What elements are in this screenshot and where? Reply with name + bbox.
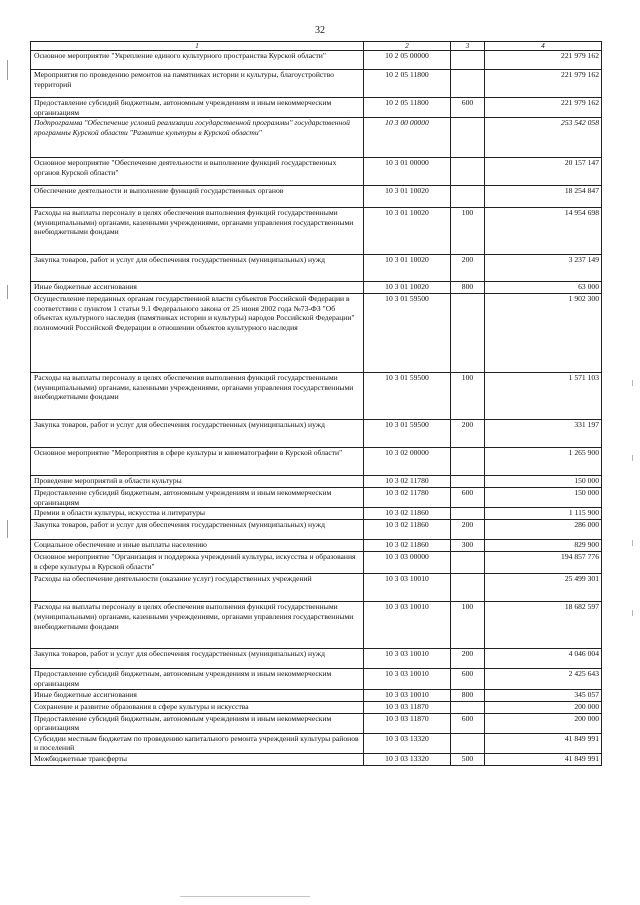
column-header: 4 [485, 42, 602, 51]
row-amount-cell: 150 000 [485, 488, 602, 508]
row-name-cell: Предоставление субсидий бюджетным, автономным учреждениям и иным некоммерческим организациям [31, 98, 364, 118]
table-row [31, 602, 602, 649]
row-vr-cell [451, 158, 485, 186]
row-code-cell: 10 3 03 11870 [364, 701, 451, 713]
row-vr-cell [451, 51, 485, 70]
row-vr-cell [451, 186, 485, 208]
row-amount-cell: 829 900 [485, 540, 602, 552]
row-amount-cell: 18 254 847 [485, 186, 602, 208]
row-amount-cell: 41 849 991 [485, 753, 602, 765]
row-name-cell: Расходы на выплаты персоналу в целях обеспечения выполнения функций государственными (муниципальными) органами, казенными учреждениями, органами управления государственными внебюджетными фондами [31, 208, 364, 255]
row-vr-cell [451, 448, 485, 476]
table-row [31, 51, 602, 70]
row-code-cell: 10 3 01 10020 [364, 208, 451, 255]
row-code-cell: 10 3 01 10020 [364, 282, 451, 294]
row-code-cell: 10 3 03 13320 [364, 753, 451, 765]
row-name-cell: Предоставление субсидий бюджетным, автономным учреждениям и иным некоммерческим организациям [31, 669, 364, 689]
row-name-cell: Межбюджетные трансферты [31, 753, 364, 765]
row-amount-cell: 25 499 301 [485, 574, 602, 602]
table-row [31, 98, 602, 118]
row-vr-cell: 600 [451, 488, 485, 508]
row-amount-cell: 63 000 [485, 282, 602, 294]
row-code-cell: 10 3 02 11860 [364, 540, 451, 552]
table-row [31, 753, 602, 765]
row-name-cell: Субсидии местным бюджетам по проведению капитального ремонта учреждений культуры районов и поселений [31, 733, 364, 753]
row-vr-cell: 100 [451, 602, 485, 649]
row-name-cell: Премии в области культуры, искусства и литературы [31, 508, 364, 520]
page-number: 32 [315, 25, 325, 36]
row-code-cell: 10 3 02 11860 [364, 508, 451, 520]
row-name-cell: Расходы на выплаты персоналу в целях обеспечения выполнения функций государственными (муниципальными) органами, казенными учреждениями, органами управления государственными внебюджетными фондами [31, 373, 364, 420]
row-vr-cell [451, 118, 485, 158]
row-code-cell: 10 3 01 59500 [364, 294, 451, 373]
scan-margin-mark [632, 540, 633, 546]
row-name-cell: Иные бюджетные ассигнования [31, 689, 364, 701]
row-name-cell: Проведение мероприятий в области культуры [31, 476, 364, 488]
scan-edge-line [180, 896, 310, 897]
row-amount-cell: 200 000 [485, 701, 602, 713]
table-row [31, 208, 602, 255]
row-amount-cell: 18 682 597 [485, 602, 602, 649]
row-name-cell: Осуществление переданных органам государственной власти субъектов Российской Федерации в соответствии с пунктом 1 статьи 9.1 Федерального закона от 25 июня 2002 года №73-ФЗ "Об объектах культурного наследия (памятниках истории и культуры) народов Российской Федерации" полномочий Российской Федерации в отношении объектов культурного наследия [31, 294, 364, 373]
table-row [31, 689, 602, 701]
row-amount-cell: 150 000 [485, 476, 602, 488]
table-row [31, 713, 602, 733]
row-amount-cell: 221 979 162 [485, 70, 602, 98]
row-vr-cell: 600 [451, 713, 485, 733]
row-amount-cell: 20 157 147 [485, 158, 602, 186]
table-row [31, 373, 602, 420]
row-name-cell: Предоставление субсидий бюджетным, автономным учреждениям и иным некоммерческим организациям [31, 488, 364, 508]
row-name-cell: Закупка товаров, работ и услуг для обеспечения государственных (муниципальных) нужд [31, 255, 364, 282]
table-row [31, 649, 602, 669]
row-code-cell: 10 3 01 59500 [364, 373, 451, 420]
column-header: 2 [364, 42, 451, 51]
row-amount-cell: 2 425 643 [485, 669, 602, 689]
row-code-cell: 10 3 02 11780 [364, 476, 451, 488]
table-row [31, 733, 602, 753]
row-code-cell: 10 3 01 10020 [364, 186, 451, 208]
row-code-cell: 10 3 03 11870 [364, 713, 451, 733]
scan-margin-mark [7, 285, 8, 299]
row-amount-cell: 1 115 900 [485, 508, 602, 520]
row-name-cell: Закупка товаров, работ и услуг для обеспечения государственных (муниципальных) нужд [31, 649, 364, 669]
row-vr-cell: 100 [451, 208, 485, 255]
row-code-cell: 10 3 03 10010 [364, 574, 451, 602]
table-row [31, 520, 602, 540]
row-vr-cell: 600 [451, 669, 485, 689]
row-amount-cell: 1 902 300 [485, 294, 602, 373]
row-amount-cell: 221 979 162 [485, 98, 602, 118]
table-row [31, 574, 602, 602]
column-header: 3 [451, 42, 485, 51]
table-row [31, 540, 602, 552]
row-amount-cell: 194 857 776 [485, 552, 602, 574]
row-code-cell: 10 2 05 00000 [364, 51, 451, 70]
row-code-cell: 10 3 03 10010 [364, 649, 451, 669]
row-name-cell: Подпрограмма "Обеспечение условий реализации государственной программы" государственной программы Курской области "Развитие культуры в Курской области" [31, 118, 364, 158]
row-amount-cell: 3 237 149 [485, 255, 602, 282]
table-body [31, 42, 602, 766]
row-code-cell: 10 3 03 10010 [364, 669, 451, 689]
budget-table [30, 41, 602, 766]
row-code-cell: 10 3 01 10020 [364, 255, 451, 282]
scan-margin-mark [632, 380, 633, 386]
table-row [31, 255, 602, 282]
row-vr-cell: 500 [451, 753, 485, 765]
table-row [31, 158, 602, 186]
row-code-cell: 10 3 02 11780 [364, 488, 451, 508]
row-code-cell: 10 2 05 11800 [364, 70, 451, 98]
row-code-cell: 10 3 00 00000 [364, 118, 451, 158]
table-row [31, 70, 602, 98]
table-row [31, 488, 602, 508]
row-vr-cell [451, 701, 485, 713]
row-amount-cell: 4 046 004 [485, 649, 602, 669]
table-row [31, 669, 602, 689]
table-row [31, 282, 602, 294]
row-name-cell: Расходы на выплаты персоналу в целях обеспечения выполнения функций государственными (муниципальными) органами, казенными учреждениями, органами управления государственными внебюджетными фондами [31, 602, 364, 649]
row-name-cell: Сохранение и развитие образования в сфере культуры и искусства [31, 701, 364, 713]
row-amount-cell: 1 265 900 [485, 448, 602, 476]
scan-margin-mark [632, 610, 633, 616]
table-row [31, 118, 602, 158]
row-name-cell: Расходы на обеспечение деятельности (оказание услуг) государственных учреждений [31, 574, 364, 602]
row-vr-cell: 200 [451, 255, 485, 282]
row-vr-cell: 200 [451, 649, 485, 669]
table-row [31, 552, 602, 574]
row-code-cell: 10 3 02 00000 [364, 448, 451, 476]
table-row [31, 476, 602, 488]
row-code-cell: 10 3 03 10010 [364, 689, 451, 701]
table-row [31, 420, 602, 448]
row-code-cell: 10 3 03 10010 [364, 602, 451, 649]
row-vr-cell: 100 [451, 373, 485, 420]
row-amount-cell: 200 000 [485, 713, 602, 733]
row-vr-cell: 200 [451, 420, 485, 448]
row-name-cell: Основное мероприятие "Организация и поддержка учреждений культуры, искусства и образования в сфере культуры в Курской области" [31, 552, 364, 574]
row-code-cell: 10 2 05 11800 [364, 98, 451, 118]
row-name-cell: Социальное обеспечение и иные выплаты населению [31, 540, 364, 552]
row-vr-cell [451, 508, 485, 520]
row-vr-cell: 800 [451, 689, 485, 701]
row-vr-cell [451, 552, 485, 574]
table-row [31, 186, 602, 208]
row-code-cell: 10 3 01 00000 [364, 158, 451, 186]
row-name-cell: Иные бюджетные ассигнования [31, 282, 364, 294]
row-vr-cell: 600 [451, 98, 485, 118]
row-vr-cell [451, 733, 485, 753]
row-code-cell: 10 3 02 11860 [364, 520, 451, 540]
row-name-cell: Закупка товаров, работ и услуг для обеспечения государственных (муниципальных) нужд [31, 420, 364, 448]
row-amount-cell: 253 542 058 [485, 118, 602, 158]
table-row [31, 448, 602, 476]
row-name-cell: Закупка товаров, работ и услуг для обеспечения государственных (муниципальных) нужд [31, 520, 364, 540]
row-amount-cell: 286 000 [485, 520, 602, 540]
row-amount-cell: 331 197 [485, 420, 602, 448]
row-name-cell: Основное мероприятие "Укрепление единого культурного пространства Курской области" [31, 51, 364, 70]
row-code-cell: 10 3 03 13320 [364, 733, 451, 753]
row-vr-cell [451, 70, 485, 98]
row-vr-cell [451, 294, 485, 373]
scan-margin-mark [7, 520, 8, 538]
scan-margin-mark [632, 455, 633, 461]
column-header: 1 [31, 42, 364, 51]
row-amount-cell: 41 849 991 [485, 733, 602, 753]
row-amount-cell: 1 571 103 [485, 373, 602, 420]
row-vr-cell: 200 [451, 520, 485, 540]
row-name-cell: Предоставление субсидий бюджетным, автономным учреждениям и иным некоммерческим организациям [31, 713, 364, 733]
table-row [31, 508, 602, 520]
row-vr-cell: 300 [451, 540, 485, 552]
row-vr-cell: 800 [451, 282, 485, 294]
table-row [31, 701, 602, 713]
table-row [31, 294, 602, 373]
row-name-cell: Основное мероприятие "Мероприятия в сфере культуры и кинематографии в Курской области" [31, 448, 364, 476]
scan-margin-mark [7, 60, 8, 80]
table-header-row [31, 42, 602, 51]
row-name-cell: Обеспечение деятельности и выполнение функций государственных органов [31, 186, 364, 208]
row-amount-cell: 221 979 162 [485, 51, 602, 70]
row-code-cell: 10 3 03 00000 [364, 552, 451, 574]
row-code-cell: 10 3 01 59500 [364, 420, 451, 448]
row-vr-cell [451, 574, 485, 602]
row-amount-cell: 345 057 [485, 689, 602, 701]
row-name-cell: Мероприятия по проведению ремонтов на памятниках истории и культуры, благоустройство территорий [31, 70, 364, 98]
row-amount-cell: 14 954 698 [485, 208, 602, 255]
row-name-cell: Основное мероприятие "Обеспечение деятельности и выполнение функций государственных органов Курской области" [31, 158, 364, 186]
row-vr-cell [451, 476, 485, 488]
